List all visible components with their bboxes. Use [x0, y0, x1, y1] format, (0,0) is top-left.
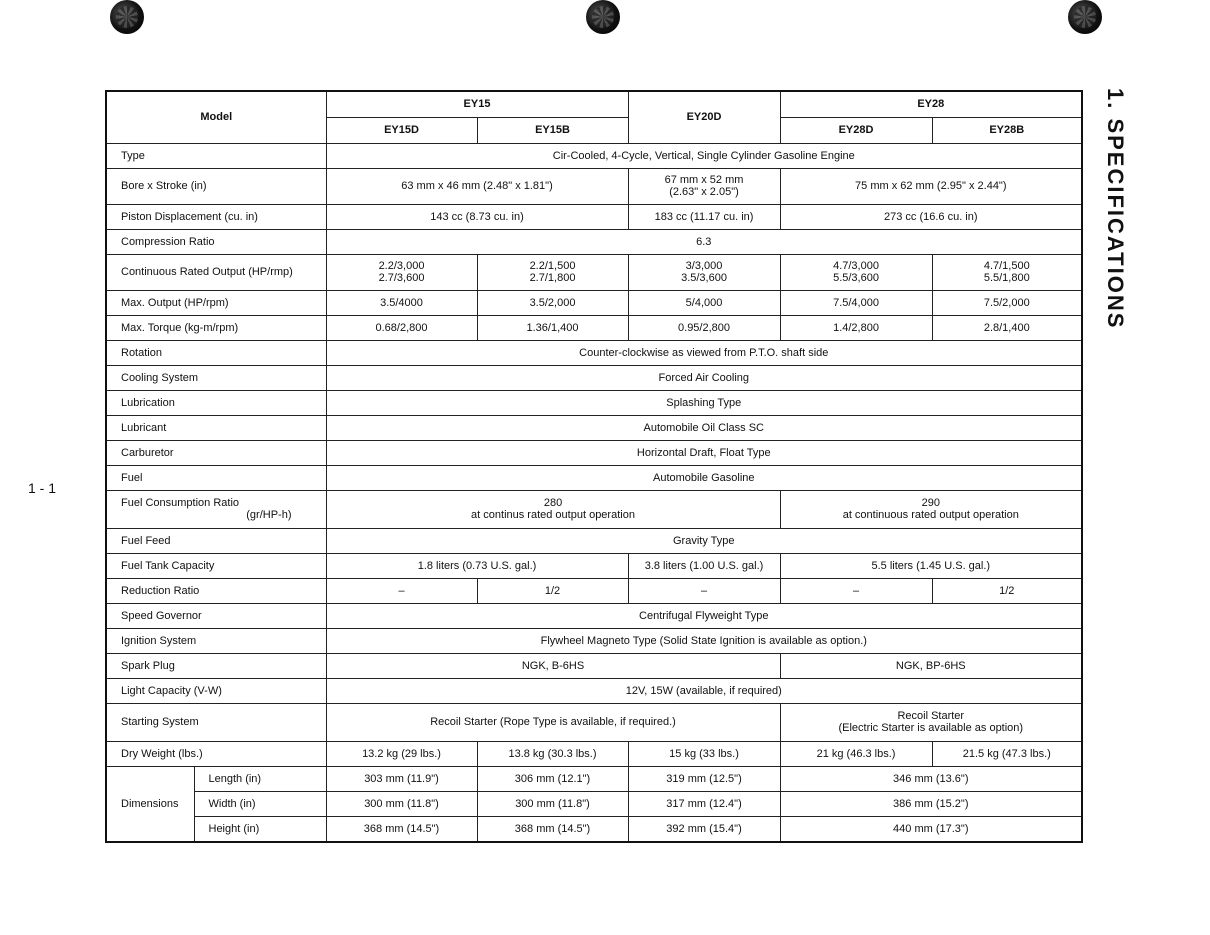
row-rotation	[106, 340, 1082, 365]
cell-ey15b: 306 mm (12.1")	[477, 766, 628, 791]
cell-ey15-ey20d: NGK, B-6HS	[326, 653, 780, 678]
row-lubrication	[106, 390, 1082, 415]
row-value: Horizontal Draft, Float Type	[326, 440, 1082, 465]
row-continuous-output	[106, 254, 1082, 290]
cell-ey20d: 5/4,000	[628, 290, 780, 315]
row-label: Starting System	[106, 703, 326, 741]
row-label: Fuel Feed	[106, 528, 326, 553]
page-number: 1 - 1	[28, 480, 57, 496]
row-length	[106, 766, 1082, 791]
header-ey15: EY15	[326, 91, 628, 117]
cell-ey15b: 3.5/2,000	[477, 290, 628, 315]
cell-ey28: 75 mm x 62 mm (2.95" x 2.44")	[780, 168, 1082, 204]
row-displacement	[106, 204, 1082, 229]
row-height	[106, 816, 1082, 842]
row-value: Cir-Cooled, 4-Cycle, Vertical, Single Cylinder Gasoline Engine	[326, 143, 1082, 168]
cell-ey15b: 13.8 kg (30.3 lbs.)	[477, 741, 628, 766]
row-label: Carburetor	[106, 440, 326, 465]
section-title: 1. SPECIFICATIONS	[1103, 88, 1128, 330]
row-label: Reduction Ratio	[106, 578, 326, 603]
cell-ey28b: 4.7/1,500 5.5/1,800	[932, 254, 1082, 290]
cell-ey15b: 2.2/1,500 2.7/1,800	[477, 254, 628, 290]
header-ey28: EY28	[780, 91, 1082, 117]
row-value: Automobile Gasoline	[326, 465, 1082, 490]
header-ey15d: EY15D	[326, 117, 477, 143]
cell-ey15: 143 cc (8.73 cu. in)	[326, 204, 628, 229]
cell-ey28: 386 mm (15.2")	[780, 791, 1082, 816]
cell-ey20d: 15 kg (33 lbs.)	[628, 741, 780, 766]
row-fuel	[106, 465, 1082, 490]
cell-ey28d: –	[780, 578, 932, 603]
cell-ey15-ey20d: Recoil Starter (Rope Type is available, if required.)	[326, 703, 780, 741]
cell-ey15: 1.8 liters (0.73 U.S. gal.)	[326, 553, 628, 578]
row-label: Height (in)	[194, 816, 326, 842]
cell-ey15b: 1/2	[477, 578, 628, 603]
header-ey20d: EY20D	[628, 91, 780, 143]
row-value: Automobile Oil Class SC	[326, 415, 1082, 440]
row-type	[106, 143, 1082, 168]
row-label: Ignition System	[106, 628, 326, 653]
cell-ey28: 346 mm (13.6")	[780, 766, 1082, 791]
row-ignition	[106, 628, 1082, 653]
cell-ey15d: 300 mm (11.8")	[326, 791, 477, 816]
cell-ey15d: 13.2 kg (29 lbs.)	[326, 741, 477, 766]
row-label: Length (in)	[194, 766, 326, 791]
row-fuel-tank	[106, 553, 1082, 578]
cell-ey28b: 21.5 kg (47.3 lbs.)	[932, 741, 1082, 766]
row-starting	[106, 703, 1082, 741]
cell-ey15d: 368 mm (14.5")	[326, 816, 477, 842]
row-governor	[106, 603, 1082, 628]
cell-ey28d: 1.4/2,800	[780, 315, 932, 340]
row-label: Dry Weight (lbs.)	[106, 741, 326, 766]
cell-ey15d: 2.2/3,000 2.7/3,600	[326, 254, 477, 290]
cell-ey15d: 0.68/2,800	[326, 315, 477, 340]
cell-ey20d: 392 mm (15.4")	[628, 816, 780, 842]
cell-ey28d: 7.5/4,000	[780, 290, 932, 315]
row-label: Light Capacity (V-W)	[106, 678, 326, 703]
cell-ey28b: 7.5/2,000	[932, 290, 1082, 315]
header-ey15b: EY15B	[477, 117, 628, 143]
row-label: Cooling System	[106, 365, 326, 390]
binder-hole-center	[586, 0, 620, 34]
cell-ey15b: 368 mm (14.5")	[477, 816, 628, 842]
cell-ey20d: 3/3,000 3.5/3,600	[628, 254, 780, 290]
row-dry-weight	[106, 741, 1082, 766]
row-label: Piston Displacement (cu. in)	[106, 204, 326, 229]
cell-ey15b: 1.36/1,400	[477, 315, 628, 340]
row-carburetor	[106, 440, 1082, 465]
cell-ey15d: 3.5/4000	[326, 290, 477, 315]
header-ey28d: EY28D	[780, 117, 932, 143]
cell-ey20d: 319 mm (12.5")	[628, 766, 780, 791]
cell-ey20d: 317 mm (12.4")	[628, 791, 780, 816]
cell-ey20d: 67 mm x 52 mm (2.63" x 2.05")	[628, 168, 780, 204]
row-label: Max. Torque (kg-m/rpm)	[106, 315, 326, 340]
row-label: Continuous Rated Output (HP/rmp)	[106, 254, 326, 290]
row-value: 6.3	[326, 229, 1082, 254]
cell-ey15b: 300 mm (11.8")	[477, 791, 628, 816]
row-fuel-feed	[106, 528, 1082, 553]
cell-ey28: 440 mm (17.3")	[780, 816, 1082, 842]
cell-ey28d: 21 kg (46.3 lbs.)	[780, 741, 932, 766]
row-label: Fuel Tank Capacity	[106, 553, 326, 578]
row-label: Rotation	[106, 340, 326, 365]
cell-ey20d: 0.95/2,800	[628, 315, 780, 340]
cell-ey28: 273 cc (16.6 cu. in)	[780, 204, 1082, 229]
row-label: Lubrication	[106, 390, 326, 415]
specifications-table	[105, 90, 1083, 843]
cell-ey28: 5.5 liters (1.45 U.S. gal.)	[780, 553, 1082, 578]
cell-ey28: NGK, BP-6HS	[780, 653, 1082, 678]
row-value: 12V, 15W (available, if required)	[326, 678, 1082, 703]
cell-ey28: 290 at continuous rated output operation	[780, 490, 1082, 528]
row-label: Speed Governor	[106, 603, 326, 628]
row-value: Centrifugal Flyweight Type	[326, 603, 1082, 628]
row-value: Counter-clockwise as viewed from P.T.O. shaft side	[326, 340, 1082, 365]
binder-hole-left	[110, 0, 144, 34]
cell-ey28b: 1/2	[932, 578, 1082, 603]
row-value: Flywheel Magneto Type (Solid State Ignition is available as option.)	[326, 628, 1082, 653]
binder-hole-right	[1068, 0, 1102, 34]
cell-ey20d: 3.8 liters (1.00 U.S. gal.)	[628, 553, 780, 578]
cell-ey15d: 303 mm (11.9")	[326, 766, 477, 791]
header-model: Model	[106, 91, 326, 143]
row-value: Splashing Type	[326, 390, 1082, 415]
cell-ey28d: 4.7/3,000 5.5/3,600	[780, 254, 932, 290]
dimensions-label: Dimensions	[106, 766, 194, 842]
row-label: Type	[106, 143, 326, 168]
row-bore-stroke	[106, 168, 1082, 204]
row-label: Max. Output (HP/rpm)	[106, 290, 326, 315]
row-light	[106, 678, 1082, 703]
cell-ey15-ey20d: 280 at continus rated output operation	[326, 490, 780, 528]
row-compression	[106, 229, 1082, 254]
header-ey28b: EY28B	[932, 117, 1082, 143]
row-label: Fuel	[106, 465, 326, 490]
row-fuel-consumption	[106, 490, 1082, 528]
cell-ey28: Recoil Starter (Electric Starter is available as option)	[780, 703, 1082, 741]
row-label: Width (in)	[194, 791, 326, 816]
cell-ey15: 63 mm x 46 mm (2.48" x 1.81")	[326, 168, 628, 204]
row-width	[106, 791, 1082, 816]
cell-ey20d: 183 cc (11.17 cu. in)	[628, 204, 780, 229]
row-label: Spark Plug	[106, 653, 326, 678]
row-value: Gravity Type	[326, 528, 1082, 553]
row-cooling	[106, 365, 1082, 390]
row-max-torque	[106, 315, 1082, 340]
row-max-output	[106, 290, 1082, 315]
row-label: Compression Ratio	[106, 229, 326, 254]
cell-ey15d: –	[326, 578, 477, 603]
row-spark-plug	[106, 653, 1082, 678]
cell-ey28b: 2.8/1,400	[932, 315, 1082, 340]
row-label: Fuel Consumption Ratio (gr/HP-h)	[106, 490, 326, 528]
row-lubricant	[106, 415, 1082, 440]
row-label: Bore x Stroke (in)	[106, 168, 326, 204]
row-value: Forced Air Cooling	[326, 365, 1082, 390]
row-reduction	[106, 578, 1082, 603]
row-label: Lubricant	[106, 415, 326, 440]
cell-ey20d: –	[628, 578, 780, 603]
